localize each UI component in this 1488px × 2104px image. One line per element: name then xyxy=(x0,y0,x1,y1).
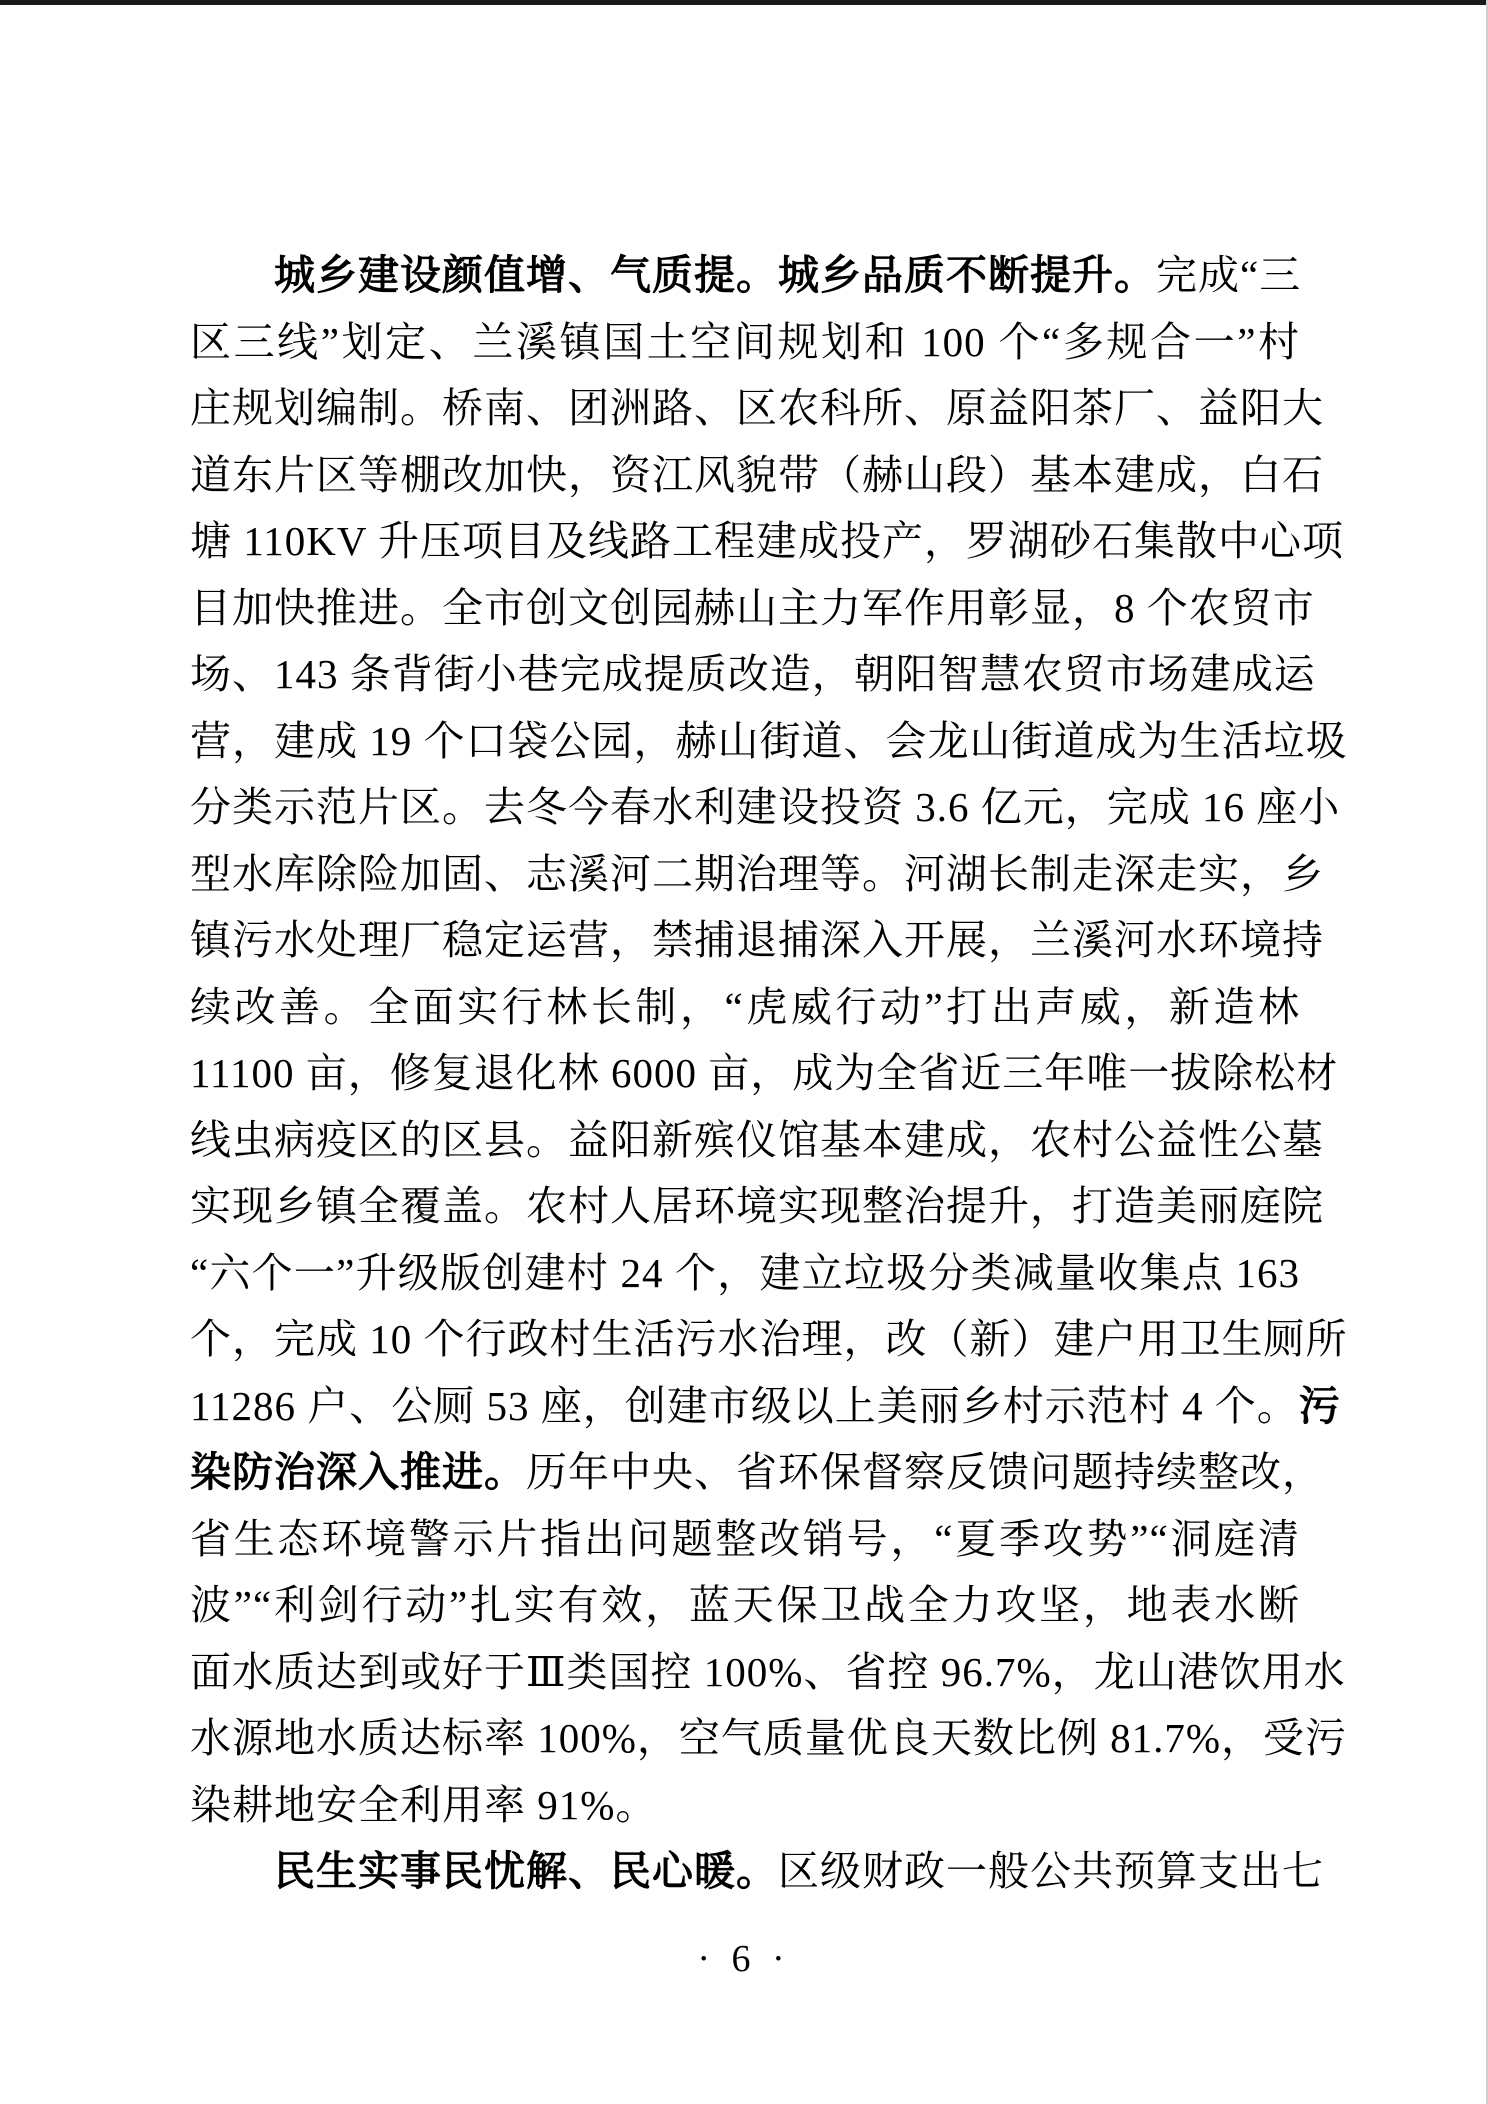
body-text: 营，建成 19 个口袋公园，赫山街道、会龙山街道成为生活垃圾 xyxy=(190,717,1348,764)
paragraph xyxy=(190,1838,1324,1905)
emphasis-text: 污 xyxy=(1298,1382,1341,1429)
body-text: 续改善。全面实行林长制，“虎威行动”打出声威，新造林 xyxy=(190,983,1300,1030)
text-line xyxy=(190,1639,1346,1706)
text-line xyxy=(190,974,1300,1041)
body-text: 场、143 条背街小巷完成提质改造，朝阳智慧农贸市场建成运 xyxy=(190,651,1316,697)
body-text: 水源地水质达标率 100%，空气质量优良天数比例 81.7%，受污 xyxy=(190,1715,1348,1761)
body-text: 染耕地安全利用率 91%。 xyxy=(190,1781,658,1828)
text-line xyxy=(190,774,1341,841)
text-line xyxy=(190,1373,1341,1440)
text-line xyxy=(190,1772,1300,1839)
text-line xyxy=(190,1506,1300,1573)
emphasis-text: 城乡建设颜值增、气质提。城乡品质不断提升。 xyxy=(274,252,1156,298)
text-line xyxy=(190,907,1324,974)
body-text: 镇污水处理厂稳定运营，禁捕退捕深入开展，兰溪河水环境持 xyxy=(190,917,1324,963)
body-text: 线虫病疫区的区县。益阳新殡仪馆基本建成，农村公益性公墓 xyxy=(190,1116,1324,1163)
page-number: · 6 · xyxy=(697,1938,791,1980)
body-text: 历年中央、省环保督察反馈问题持续整改， xyxy=(526,1449,1324,1495)
text-line xyxy=(190,508,1344,575)
text-line xyxy=(190,575,1315,642)
text-line xyxy=(190,1240,1300,1307)
body-text: 分类示范片区。去冬今春水利建设投资 3.6 亿元，完成 16 座小 xyxy=(190,784,1341,830)
body-text: 庄规划编制。桥南、团洲路、区农科所、原益阳茶厂、益阳大 xyxy=(190,385,1324,431)
body-text: 区三线”划定、兰溪镇国土空间规划和 100 个“多规合一”村 xyxy=(190,318,1300,365)
body-text: 区级财政一般公共预算支出七 xyxy=(778,1848,1324,1894)
text-line xyxy=(190,708,1348,775)
body-text: 11100 亩，修复退化林 6000 亩，成为全省近三年唯一拔除松材 xyxy=(190,1050,1339,1096)
body-text: 塘 110KV 升压项目及线路工程建成投产，罗湖砂石集散中心项 xyxy=(190,518,1344,564)
text-line xyxy=(190,375,1324,442)
text-line xyxy=(190,1040,1339,1107)
emphasis-text: 染防治深入推进。 xyxy=(190,1449,526,1495)
text-line xyxy=(190,1572,1300,1639)
text-line xyxy=(190,641,1316,708)
body-text: 道东片区等棚改加快，资江风貌带（赫山段）基本建成，白石 xyxy=(190,451,1324,498)
text-line xyxy=(190,242,1300,309)
text-line xyxy=(190,1107,1324,1174)
document-body xyxy=(190,242,1348,1905)
text-line xyxy=(190,1306,1348,1373)
text-line xyxy=(190,1439,1324,1506)
text-line xyxy=(190,841,1324,908)
text-line xyxy=(190,1705,1348,1772)
body-text: 个，完成 10 个行政村生活污水治理，改（新）建户用卫生厕所 xyxy=(190,1316,1348,1362)
body-text: 实现乡镇全覆盖。农村人居环境实现整治提升，打造美丽庭院 xyxy=(190,1183,1324,1229)
body-text: 完成“三 xyxy=(1156,252,1302,298)
body-text: “六个一”升级版创建村 24 个，建立垃圾分类减量收集点 163 xyxy=(190,1249,1300,1296)
text-line xyxy=(190,1838,1324,1905)
page-top-edge xyxy=(0,0,1488,5)
text-line xyxy=(190,1173,1324,1240)
text-line xyxy=(190,309,1300,376)
emphasis-text: 民生实事民忧解、民心暖。 xyxy=(274,1848,778,1894)
body-text: 省生态环境警示片指出问题整改销号，“夏季攻势”“洞庭清 xyxy=(190,1515,1300,1562)
body-text: 面水质达到或好于Ⅲ类国控 100%、省控 96.7%，龙山港饮用水 xyxy=(190,1648,1346,1695)
body-text: 波”“利剑行动”扎实有效，蓝天保卫战全力攻坚，地表水断 xyxy=(190,1582,1300,1628)
body-text: 型水库除险加固、志溪河二期治理等。河湖长制走深走实，乡 xyxy=(190,850,1324,897)
paragraph xyxy=(190,242,1348,1838)
text-line xyxy=(190,442,1324,509)
body-text: 目加快推进。全市创文创园赫山主力军作用彰显，8 个农贸市 xyxy=(190,584,1315,631)
body-text: 11286 户、公厕 53 座，创建市级以上美丽乡村示范村 4 个。 xyxy=(190,1382,1299,1429)
